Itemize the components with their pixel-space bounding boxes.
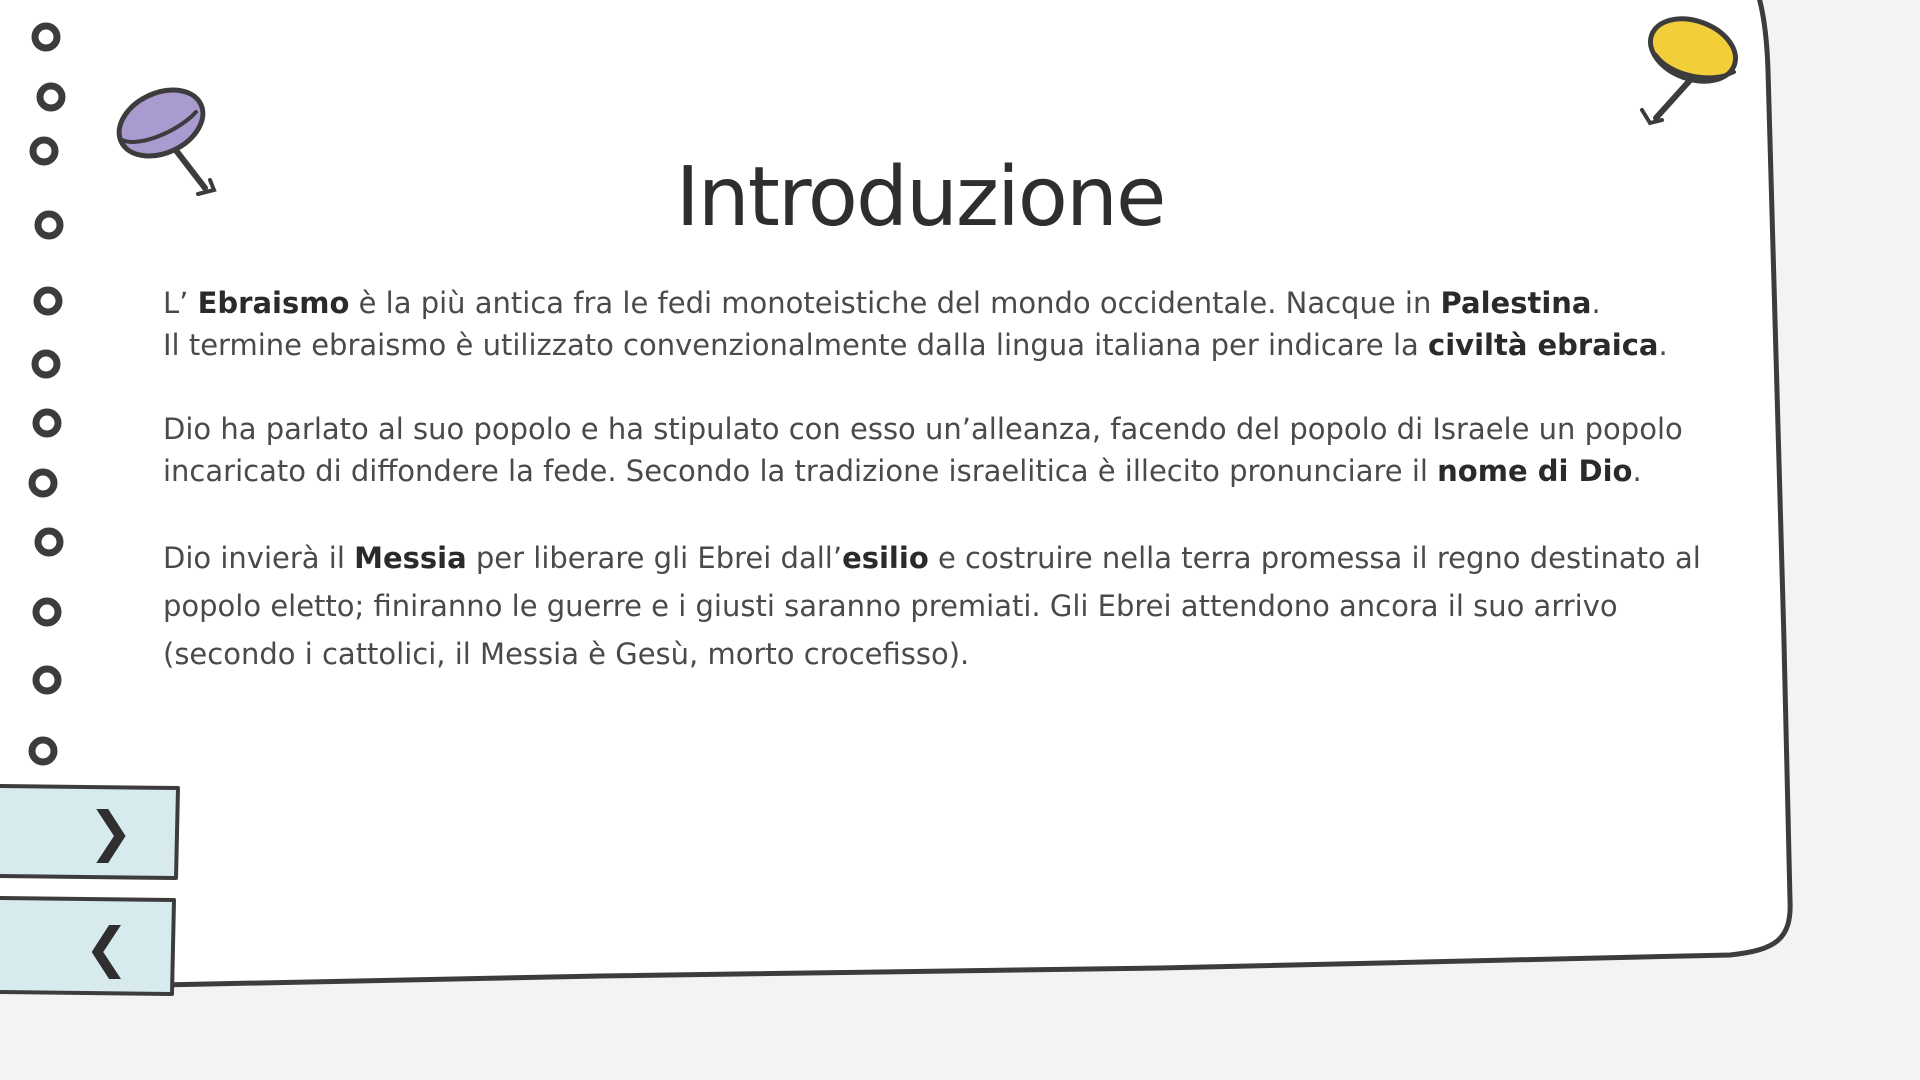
text-segment: . — [1658, 328, 1668, 362]
bold-term: nome di Dio — [1437, 454, 1633, 488]
text-segment: e costruire nella terra promessa il regno destinato al popolo eletto; finiranno le guerre e i giusti saranno premiati. Gli Ebrei attendono ancora il suo arrivo (secondo i cattolici, il Messia è Gesù, morto crocefisso). — [163, 541, 1701, 671]
paragraph — [163, 408, 1723, 492]
bold-term: esilio — [842, 541, 929, 575]
text-segment: Il termine ebraismo è utilizzato convenzionalmente dalla lingua italiana per indicare la — [163, 328, 1429, 362]
page-title: Introduzione — [675, 150, 1165, 245]
bold-term: Ebraismo — [197, 286, 350, 320]
bold-term: Messia — [354, 541, 467, 575]
text-segment: è la più antica fra le fedi monoteistiche del mondo occidentale. Nacque in — [349, 286, 1441, 320]
bold-term: civiltà ebraica — [1428, 328, 1659, 362]
text-segment: L’ — [163, 286, 198, 320]
bold-term: Palestina — [1440, 286, 1592, 320]
chevron-right-icon: ❯ — [88, 800, 134, 863]
paragraph — [163, 282, 1723, 366]
chevron-left-icon: ❮ — [84, 916, 130, 979]
previous-slide-button[interactable] — [0, 896, 180, 992]
text-segment: Dio invierà il — [163, 541, 355, 575]
text-segment: . — [1632, 454, 1642, 488]
text-segment: . — [1591, 286, 1601, 320]
slide-body — [163, 282, 1723, 720]
text-segment: per liberare gli Ebrei dall’ — [466, 541, 843, 575]
next-slide-button[interactable] — [0, 784, 180, 880]
text-segment: Dio ha parlato al suo popolo e ha stipulato con esso un’alleanza, facendo del popolo di Israele un popolo incaricato di diffondere la fede. Secondo la tradizione israelitica è illecito pronunciare il — [163, 412, 1683, 488]
paragraph — [163, 534, 1723, 678]
